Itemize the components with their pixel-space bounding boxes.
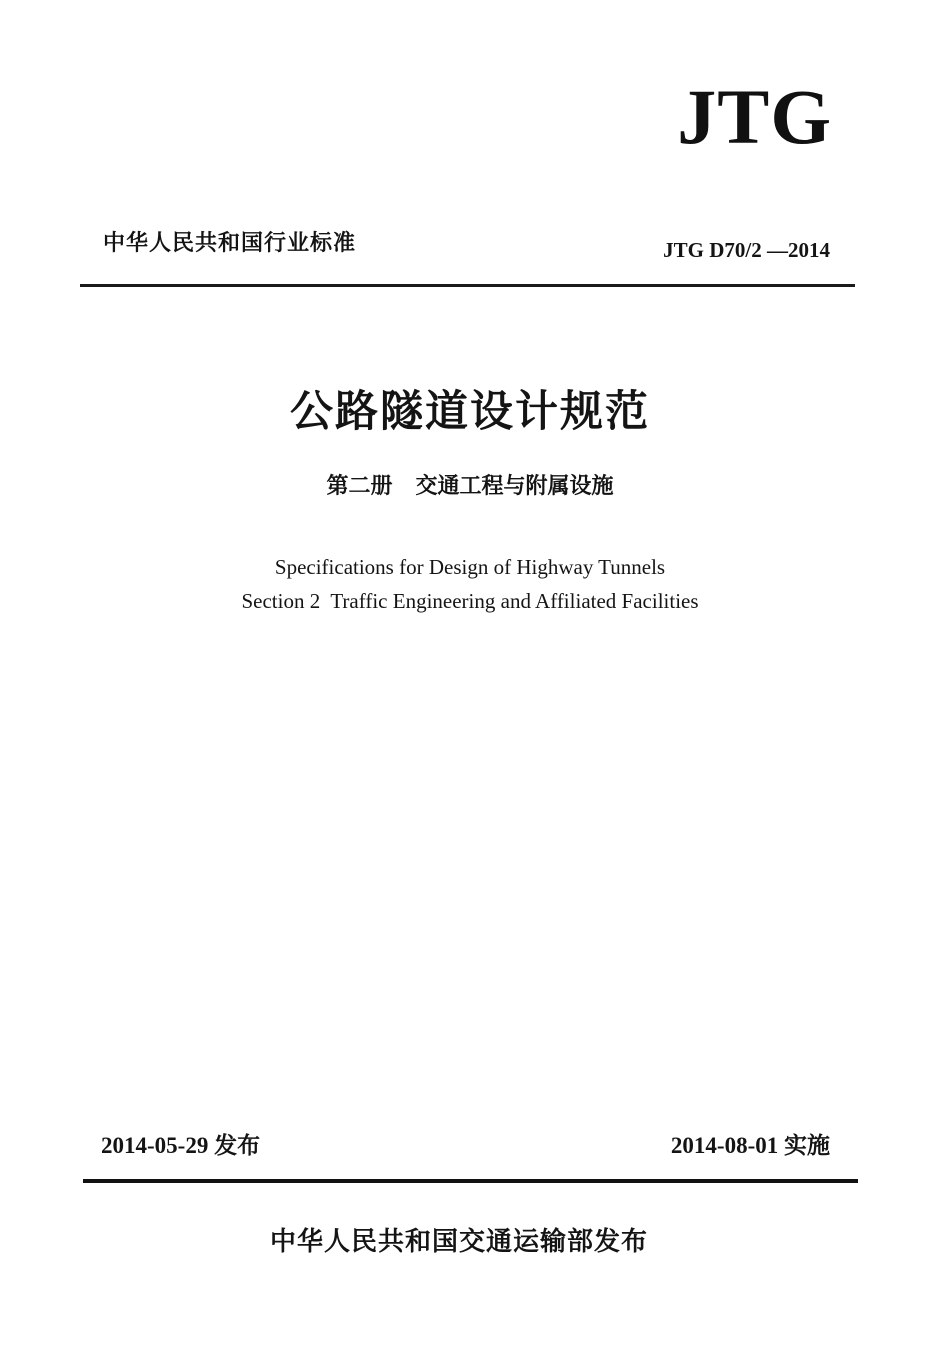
jtg-logo: JTG [677,73,832,160]
header-divider [80,284,855,287]
effective-date: 2014-08-01 实施 [670,1133,830,1158]
publisher: 中华人民共和国交通运输部发布 [269,1227,648,1257]
document-subtitle-cn: 第二册 交通工程与附属设施 [326,474,614,499]
issue-date: 2014-05-29 发布 [101,1133,261,1158]
document-title-en: Specifications for Design of Highway Tunnels [274,555,666,579]
industry-standard-label: 中华人民共和国行业标准 [103,231,357,256]
standard-code: JTG D70/2 —2014 [663,238,830,262]
document-subtitle-en: Section 2 Traffic Engineering and Affiliated Facilities [241,589,699,613]
document-title-cn: 公路隧道设计规范 [290,387,650,437]
footer-divider [83,1179,858,1183]
